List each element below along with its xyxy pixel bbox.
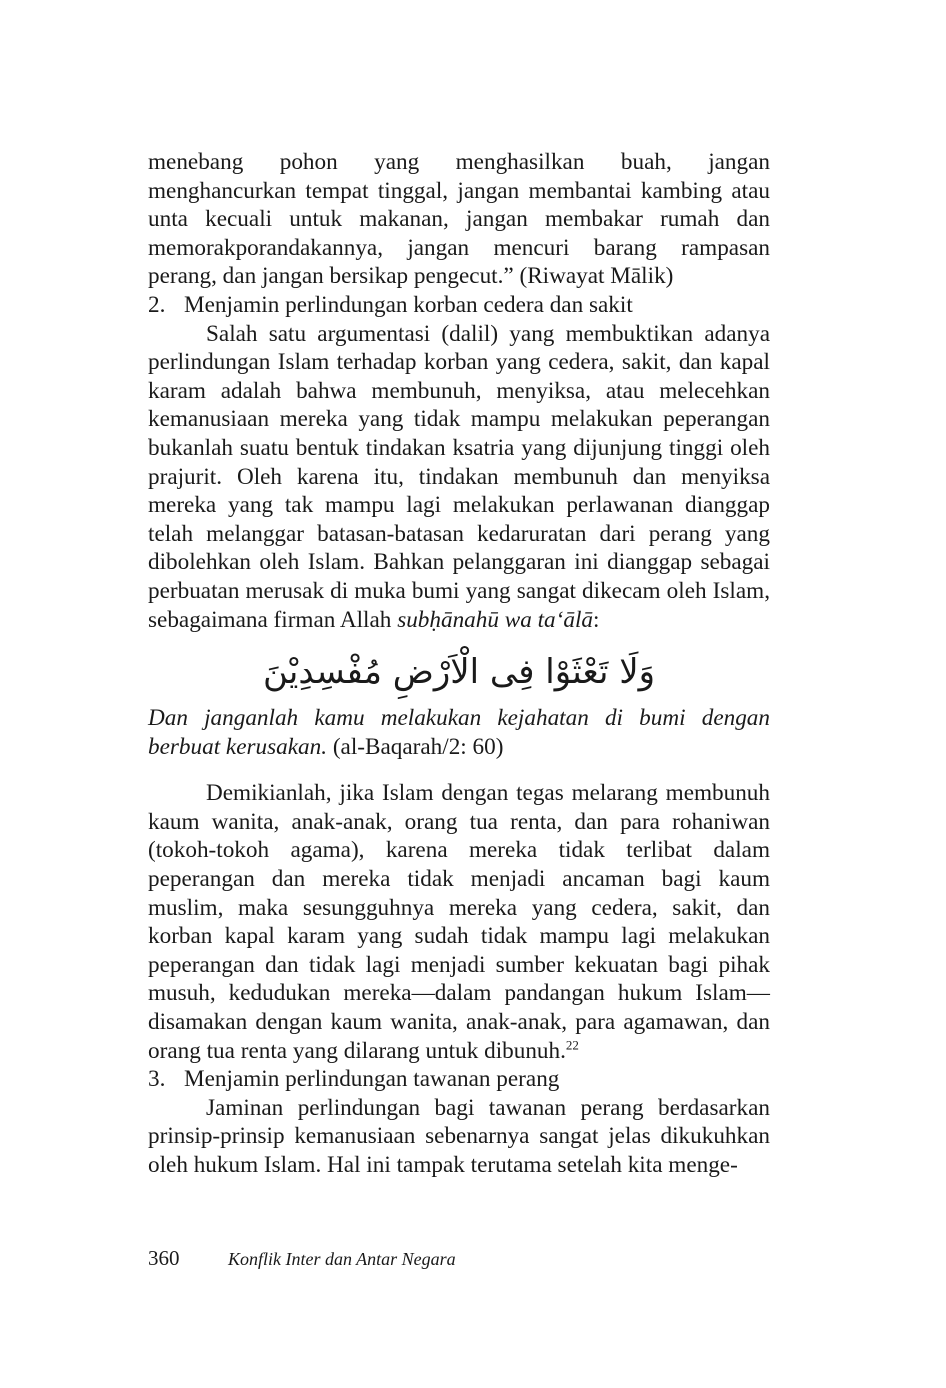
section-heading-2 bbox=[148, 291, 770, 320]
paragraph-conclusion bbox=[148, 779, 770, 1065]
honorific-italic: subḥānahū wa ta‘ālā bbox=[397, 606, 594, 633]
footnote-marker: 22 bbox=[565, 1036, 579, 1052]
page-body bbox=[148, 148, 770, 1180]
section-number: 3. bbox=[148, 1066, 166, 1093]
section-number: 2. bbox=[148, 291, 166, 318]
paragraph-prisoners: Jaminan perlindungan bagi tawanan perang berdasarkan prinsip-prinsip kemanusiaan sebenarnya sangat jelas dikukuhkan oleh hukum Islam. Hal ini tampak terutama setelah kita menge- bbox=[148, 1094, 770, 1178]
paragraph-end: : bbox=[593, 606, 600, 633]
section-title: Menjamin perlindungan tawanan perang bbox=[184, 1066, 560, 1093]
verse-translation bbox=[148, 704, 770, 761]
paragraph-text: Salah satu argumentasi (dalil) yang membuktikan adanya perlindungan Islam terhadap korban yang cedera, sakit, dan kapal karam adalah bahwa membunuh, menyiksa, atau melecehkan kemanusiaan mereka yang tidak mampu melakukan peperangan bukanlah suatu bentuk tindakan ksatria yang dijunjung tinggi oleh prajurit. Oleh karena itu, tindakan membunuh dan menyiksa mereka yang tak mampu lagi melakukan perlawanan dianggap telah melanggar batasan-batasan kedaruratan dari perang yang dibolehkan oleh Islam. Bahkan pelanggaran ini dianggap sebagai perbuatan merusak di muka bumi yang sangat dikecam oleh Islam, sebagaimana firman Allah bbox=[148, 320, 770, 633]
section-heading-3 bbox=[148, 1065, 770, 1094]
running-title: Konflik Inter dan Antar Negara bbox=[228, 1249, 456, 1269]
page-footer bbox=[148, 1244, 456, 1273]
section-title: Menjamin perlindungan korban cedera dan sakit bbox=[184, 291, 633, 318]
verse-reference: (al-Baqarah/2: 60) bbox=[327, 733, 504, 760]
paragraph-argument bbox=[148, 320, 770, 635]
quran-verse-arabic: وَلَا تَعْثَوْا فِى الْاَرْضِ مُفْسِدِيْنَ bbox=[262, 652, 656, 693]
paragraph-continuation: menebang pohon yang menghasilkan buah, jangan menghancurkan tempat tinggal, jangan membantai kambing atau unta kecuali untuk makanan, jangan membakar rumah dan memorakporandakannya, jangan mencuri barang rampasan perang, dan jangan bersikap pengecut.” (Riwayat Mālik) bbox=[148, 149, 770, 290]
translation-text: Dan janganlah kamu melakukan kejahatan di bumi dengan berbuat kerusakan. bbox=[148, 705, 770, 760]
paragraph-text: Demikianlah, jika Islam dengan tegas melarang membunuh kaum wanita, anak-anak, orang tua renta, dan para rohaniwan (tokoh-tokoh agama), karena mereka tidak terlibat dalam peperangan dan mereka tidak menjadi ancaman bagi kaum muslim, maka sesungguhnya mereka yang cedera, sakit, dan korban kapal karam yang sudah tidak mampu lagi melakukan peperangan dan tidak lagi menjadi sumber kekuatan bagi pihak musuh, kedudukan mereka—dalam pandangan hukum Islam—disamakan dengan kaum wanita, anak-anak, para agamawan, dan orang tua renta yang dilarang untuk dibunuh. bbox=[148, 780, 770, 1064]
page-number: 360 bbox=[148, 1246, 180, 1270]
